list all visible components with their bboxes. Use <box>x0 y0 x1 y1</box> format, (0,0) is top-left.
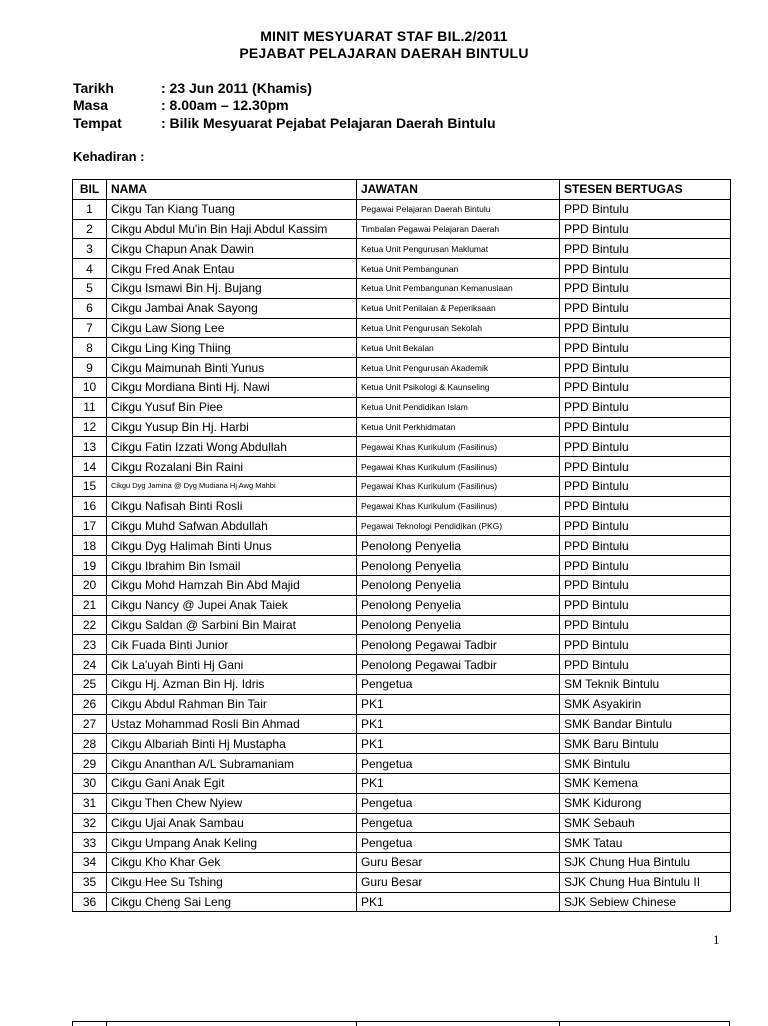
cell-stesen: PPD Bintulu <box>560 536 731 556</box>
cell-jawatan: Pegawai Teknologi Pendidikan (PKG) <box>357 516 560 536</box>
cell-jawatan: Pegawai Khas Kurikulum (Fasilinus) <box>357 476 560 496</box>
cell-bil: 34 <box>73 853 107 873</box>
cell-stesen: PPD Bintulu <box>560 516 731 536</box>
cell-stesen: PPD Bintulu <box>560 437 731 457</box>
cell-bil: 2 <box>73 219 107 239</box>
cell-stesen: SMK Kidurong <box>560 793 731 813</box>
cell-stesen: SMK Bintulu <box>560 754 731 774</box>
cell-nama: Cikgu Yusuf Bin Piee <box>107 397 357 417</box>
cell-jawatan: Ketua Unit Penilaian & Peperiksaan <box>357 298 560 318</box>
cell-nama: Cikgu Rozalani Bin Raini <box>107 457 357 477</box>
cell-bil: 14 <box>73 457 107 477</box>
cell-bil: 27 <box>73 714 107 734</box>
cell-stesen: PPD Bintulu <box>560 199 731 219</box>
cell-stesen: PPD Bintulu <box>560 318 731 338</box>
cell-jawatan: Ketua Unit Pengurusan Sekolah <box>357 318 560 338</box>
table-row <box>73 734 731 754</box>
cell-bil: 32 <box>73 813 107 833</box>
table-row <box>73 556 731 576</box>
cell-nama: Cikgu Law Siong Lee <box>107 318 357 338</box>
cell-stesen: SJK Chung Hua Bintulu II <box>560 872 731 892</box>
document-subtitle: PEJABAT PELAJARAN DAERAH BINTULU <box>239 45 529 61</box>
table-row <box>73 496 731 516</box>
cell-jawatan: Penolong Penyelia <box>357 536 560 556</box>
cell-jawatan: Penolong Pegawai Tadbir <box>357 635 560 655</box>
cell-stesen: SMK Tatau <box>560 833 731 853</box>
cell-stesen: PPD Bintulu <box>560 476 731 496</box>
tarikh-value: : 23 Jun 2011 (Khamis) <box>161 80 312 96</box>
table-row <box>73 259 731 279</box>
table-row <box>73 417 731 437</box>
table-row <box>73 714 731 734</box>
cell-jawatan: Penolong Penyelia <box>357 595 560 615</box>
cell-bil: 28 <box>73 734 107 754</box>
cell-bil: 20 <box>73 575 107 595</box>
cell-nama: Cikgu Mordiana Binti Hj. Nawi <box>107 377 357 397</box>
cell-bil: 6 <box>73 298 107 318</box>
cell-nama: Cikgu Nafisah Binti Rosli <box>107 496 357 516</box>
cell-stesen: PPD Bintulu <box>560 417 731 437</box>
cell-bil: 15 <box>73 476 107 496</box>
cell-jawatan: Penolong Penyelia <box>357 575 560 595</box>
tempat-label: Tempat <box>73 115 122 131</box>
cell-stesen: PPD Bintulu <box>560 397 731 417</box>
table-row <box>73 298 731 318</box>
cell-jawatan: Pegawai Pelajaran Daerah Bintulu <box>357 199 560 219</box>
table-row <box>73 872 731 892</box>
cell-stesen: SM Teknik Bintulu <box>560 674 731 694</box>
table-row <box>73 338 731 358</box>
cell-bil: 5 <box>73 278 107 298</box>
cell-nama: Cikgu Umpang Anak Keling <box>107 833 357 853</box>
table-row <box>73 278 731 298</box>
header-stesen: STESEN BERTUGAS <box>560 180 731 200</box>
cell-stesen: PPD Bintulu <box>560 595 731 615</box>
table-row <box>73 437 731 457</box>
header-bil: BIL <box>73 180 107 200</box>
table-row <box>73 318 731 338</box>
cell-bil: 24 <box>73 655 107 675</box>
cell-jawatan: PK1 <box>357 714 560 734</box>
cell-bil: 25 <box>73 674 107 694</box>
cell-bil: 11 <box>73 397 107 417</box>
cell-bil: 16 <box>73 496 107 516</box>
table-row <box>73 457 731 477</box>
cell-bil: 31 <box>73 793 107 813</box>
cell-jawatan: Ketua Unit Pembangunan <box>357 259 560 279</box>
tempat-value: : Bilik Mesyuarat Pejabat Pelajaran Daerah Bintulu <box>161 115 496 131</box>
cell-jawatan: PK1 <box>357 694 560 714</box>
cell-nama: Cik Fuada Binti Junior <box>107 635 357 655</box>
cell-bil: 21 <box>73 595 107 615</box>
cell-jawatan: Ketua Unit Perkhidmatan <box>357 417 560 437</box>
cell-nama: Cikgu Ananthan A/L Subramaniam <box>107 754 357 774</box>
cell-stesen: PPD Bintulu <box>560 298 731 318</box>
cell-nama: Cikgu Dyg Halimah Binti Unus <box>107 536 357 556</box>
cell-bil: 1 <box>73 199 107 219</box>
cell-jawatan: Penolong Penyelia <box>357 615 560 635</box>
cell-nama: Cik La'uyah Binti Hj Gani <box>107 655 357 675</box>
cell-jawatan: Timbalan Pegawai Pelajaran Daerah <box>357 219 560 239</box>
cell-nama: Cikgu Ujai Anak Sambau <box>107 813 357 833</box>
cell-nama: Cikgu Mohd Hamzah Bin Abd Majid <box>107 575 357 595</box>
table-row <box>73 397 731 417</box>
cell-nama: Cikgu Yusup Bin Hj. Harbi <box>107 417 357 437</box>
table-row <box>73 377 731 397</box>
cell-stesen: PPD Bintulu <box>560 635 731 655</box>
cell-jawatan: PK1 <box>357 773 560 793</box>
cell-nama: Cikgu Nancy @ Jupei Anak Taiek <box>107 595 357 615</box>
cell-nama: Cikgu Ibrahim Bin Ismail <box>107 556 357 576</box>
cell-bil: 36 <box>73 892 107 912</box>
cell-stesen: SMK Asyakirin <box>560 694 731 714</box>
cell-bil: 4 <box>73 259 107 279</box>
header-nama: NAMA <box>107 180 357 200</box>
table-row <box>73 793 731 813</box>
table-row <box>73 655 731 675</box>
cell-nama: Cikgu Tan Kiang Tuang <box>107 199 357 219</box>
cell-bil: 8 <box>73 338 107 358</box>
table-row <box>73 615 731 635</box>
cell-stesen: PPD Bintulu <box>560 496 731 516</box>
cell-jawatan: Pengetua <box>357 674 560 694</box>
cell-nama: Cikgu Gani Anak Egit <box>107 773 357 793</box>
cell-nama: Cikgu Hj. Azman Bin Hj. Idris <box>107 674 357 694</box>
cell-jawatan: PK1 <box>357 734 560 754</box>
cell-nama: Cikgu Ismawi Bin Hj. Bujang <box>107 278 357 298</box>
cell-jawatan: Penolong Penyelia <box>357 556 560 576</box>
table-row <box>73 239 731 259</box>
table-row <box>73 833 731 853</box>
cell-bil: 19 <box>73 556 107 576</box>
cell-stesen: PPD Bintulu <box>560 239 731 259</box>
table-row <box>73 536 731 556</box>
cell-nama: Cikgu Muhd Safwan Abdullah <box>107 516 357 536</box>
cell-bil: 9 <box>73 358 107 378</box>
cell-stesen: SMK Baru Bintulu <box>560 734 731 754</box>
cell-stesen: PPD Bintulu <box>560 278 731 298</box>
cell-jawatan: Guru Besar <box>357 872 560 892</box>
cell-stesen: SJK Sebiew Chinese <box>560 892 731 912</box>
kehadiran-label: Kehadiran : <box>73 149 145 164</box>
cell-bil: 7 <box>73 318 107 338</box>
cell-nama: Cikgu Abdul Mu'in Bin Haji Abdul Kassim <box>107 219 357 239</box>
masa-value: : 8.00am – 12.30pm <box>161 97 289 113</box>
cell-bil: 35 <box>73 872 107 892</box>
table-row <box>73 635 731 655</box>
cell-jawatan: Pengetua <box>357 833 560 853</box>
cell-jawatan: Pengetua <box>357 813 560 833</box>
table-row <box>73 219 731 239</box>
cell-stesen: PPD Bintulu <box>560 259 731 279</box>
table-row <box>73 358 731 378</box>
masa-label: Masa <box>73 97 109 113</box>
cell-stesen: PPD Bintulu <box>560 615 731 635</box>
cell-stesen: PPD Bintulu <box>560 358 731 378</box>
cell-bil: 13 <box>73 437 107 457</box>
cell-nama: Cikgu Kho Khar Gek <box>107 853 357 873</box>
table-row <box>73 754 731 774</box>
cell-jawatan: Pengetua <box>357 754 560 774</box>
cell-nama: Cikgu Jambai Anak Sayong <box>107 298 357 318</box>
header-jawatan: JAWATAN <box>357 180 560 200</box>
cell-jawatan: Ketua Unit Pembangunan Kemanusiaan <box>357 278 560 298</box>
meta-tempat <box>73 115 496 131</box>
table-row <box>73 595 731 615</box>
table-row <box>73 813 731 833</box>
cell-nama: Cikgu Ling King Thiing <box>107 338 357 358</box>
table-row <box>73 674 731 694</box>
cell-nama: Cikgu Albariah Binti Hj Mustapha <box>107 734 357 754</box>
cell-stesen: SMK Bandar Bintulu <box>560 714 731 734</box>
cell-bil: 33 <box>73 833 107 853</box>
document-title: MINIT MESYUARAT STAF BIL.2/2011 <box>260 28 508 44</box>
attendance-table <box>72 179 731 912</box>
cell-jawatan: Pegawai Khas Kurikulum (Fasilinus) <box>357 496 560 516</box>
cell-nama: Cikgu Saldan @ Sarbini Bin Mairat <box>107 615 357 635</box>
cell-jawatan: PK1 <box>357 892 560 912</box>
cell-bil: 10 <box>73 377 107 397</box>
cell-bil: 23 <box>73 635 107 655</box>
cell-stesen: PPD Bintulu <box>560 655 731 675</box>
cell-bil: 26 <box>73 694 107 714</box>
cell-stesen: SMK Kemena <box>560 773 731 793</box>
cell-bil: 30 <box>73 773 107 793</box>
cell-bil: 17 <box>73 516 107 536</box>
cell-nama: Cikgu Hee Su Tshing <box>107 872 357 892</box>
cell-stesen: PPD Bintulu <box>560 457 731 477</box>
cell-bil: 22 <box>73 615 107 635</box>
cell-nama: Ustaz Mohammad Rosli Bin Ahmad <box>107 714 357 734</box>
cell-nama: Cikgu Abdul Rahman Bin Tair <box>107 694 357 714</box>
cell-bil: 18 <box>73 536 107 556</box>
cell-stesen: PPD Bintulu <box>560 575 731 595</box>
cell-stesen: PPD Bintulu <box>560 556 731 576</box>
cell-bil: 12 <box>73 417 107 437</box>
cell-nama: Cikgu Chapun Anak Dawin <box>107 239 357 259</box>
cell-stesen: SJK Chung Hua Bintulu <box>560 853 731 873</box>
cell-nama: Cikgu Dyg Jamina @ Dyg Mudiana Hj Awg Mahbi <box>107 476 357 496</box>
cell-jawatan: Ketua Unit Bekalan <box>357 338 560 358</box>
table-row <box>73 476 731 496</box>
cell-jawatan: Guru Besar <box>357 853 560 873</box>
table-row <box>73 694 731 714</box>
cell-jawatan: Ketua Unit Pendidikan Islam <box>357 397 560 417</box>
table-row <box>73 892 731 912</box>
table-row <box>73 773 731 793</box>
cell-jawatan: Penolong Pegawai Tadbir <box>357 655 560 675</box>
meta-tarikh <box>73 80 312 96</box>
table-row <box>73 516 731 536</box>
cell-jawatan: Ketua Unit Pengurusan Akademik <box>357 358 560 378</box>
cell-stesen: PPD Bintulu <box>560 219 731 239</box>
cell-nama: Cikgu Fatin Izzati Wong Abdullah <box>107 437 357 457</box>
cell-bil: 29 <box>73 754 107 774</box>
table-row <box>73 853 731 873</box>
meta-masa <box>73 97 289 113</box>
table-header-row <box>73 180 731 200</box>
cell-nama: Cikgu Fred Anak Entau <box>107 259 357 279</box>
cell-stesen: SMK Sebauh <box>560 813 731 833</box>
table-row <box>73 575 731 595</box>
cell-jawatan: Pengetua <box>357 793 560 813</box>
cell-jawatan: Ketua Unit Pengurusan Maklumat <box>357 239 560 259</box>
cell-jawatan: Pegawai Khas Kurikulum (Fasilinus) <box>357 457 560 477</box>
tarikh-label: Tarikh <box>73 80 114 96</box>
page-number: 1 <box>713 932 720 947</box>
cell-nama: Cikgu Cheng Sai Leng <box>107 892 357 912</box>
cell-jawatan: Ketua Unit Psikologi & Kaunseling <box>357 377 560 397</box>
table-row <box>73 199 731 219</box>
cell-bil: 3 <box>73 239 107 259</box>
cell-stesen: PPD Bintulu <box>560 377 731 397</box>
cell-jawatan: Pegawai Khas Kurikulum (Fasilinus) <box>357 437 560 457</box>
cell-stesen: PPD Bintulu <box>560 338 731 358</box>
cell-nama: Cikgu Maimunah Binti Yunus <box>107 358 357 378</box>
cell-nama: Cikgu Then Chew Nyiew <box>107 793 357 813</box>
